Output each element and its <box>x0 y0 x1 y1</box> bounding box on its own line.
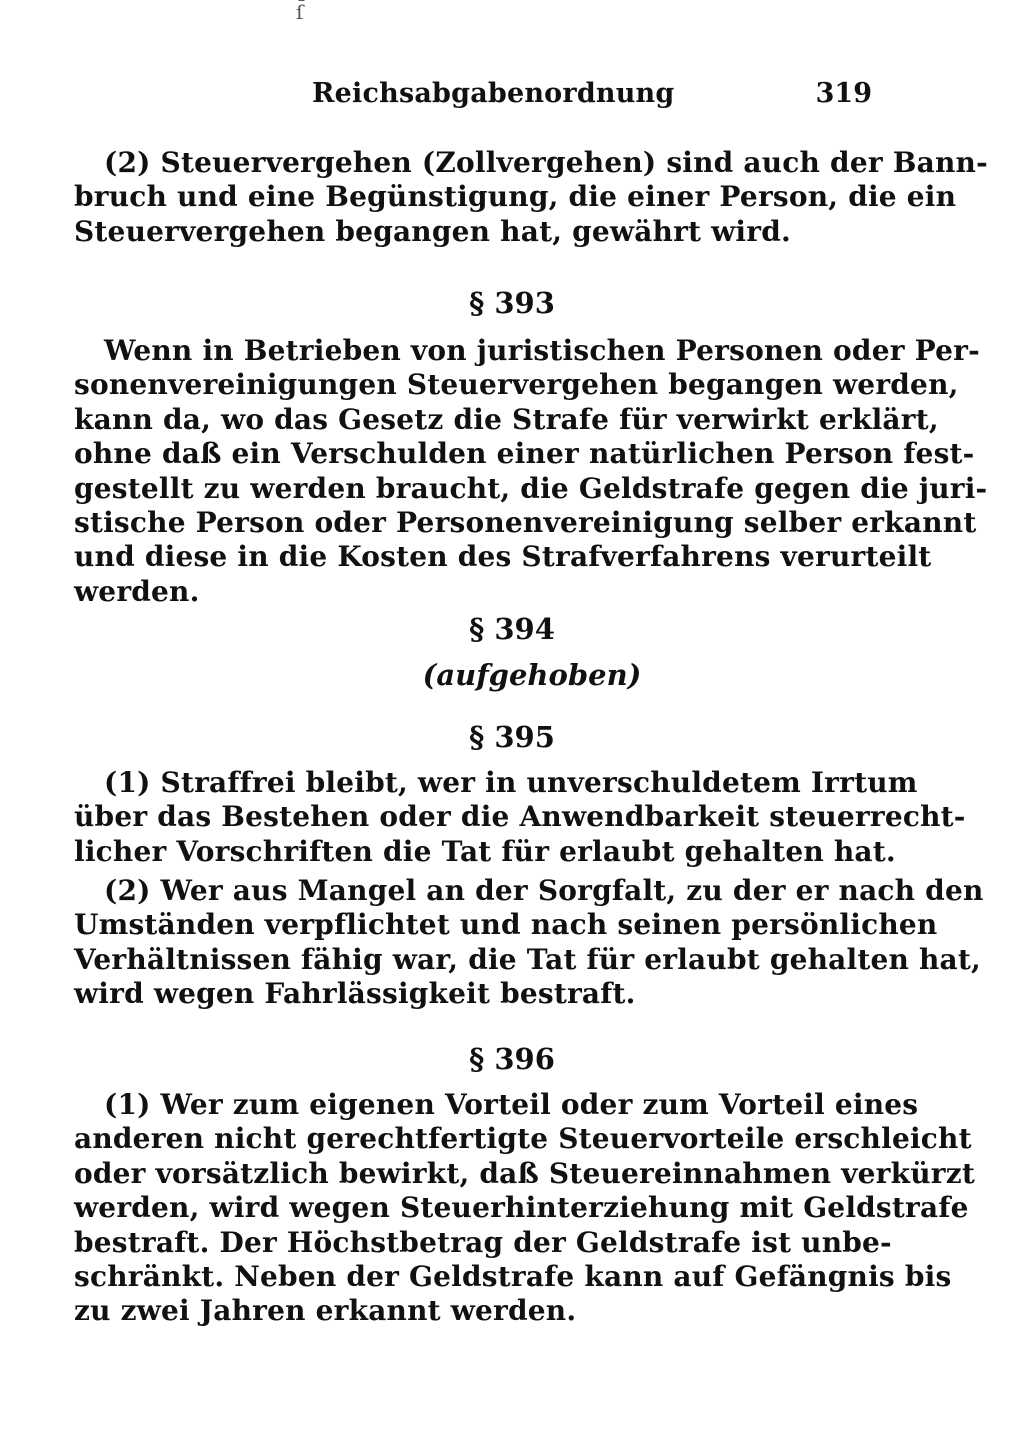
text-line: anderen nicht gerechtfertigte Steuervorteile erschleicht <box>74 1122 972 1156</box>
text-line: wird wegen Fahrlässigkeit bestraft. <box>74 977 636 1011</box>
text-line: ohne daß ein Verschulden einer natürlichen Person fest- <box>74 437 975 471</box>
text-line: (2) Steuervergehen (Zollvergehen) sind auch der Bann- <box>104 146 988 179</box>
text-line: werden, wird wegen Steuerhinterziehung mit Geldstrafe <box>74 1191 969 1225</box>
running-title: Reichsabgabenordnung <box>312 78 675 109</box>
text-line: oder vorsätzlich bewirkt, daß Steuereinnahmen verkürzt <box>74 1156 975 1190</box>
corner-mark: ſ̄ <box>296 0 304 24</box>
text-line: bruch und eine Begünstigung, die einer Person, die ein <box>74 180 957 214</box>
section-heading-395: § 395 <box>469 720 555 754</box>
running-header <box>312 78 872 116</box>
text-line: licher Vorschriften die Tat für erlaubt gehalten hat. <box>74 834 896 868</box>
text-line: sonenvereinigungen Steuervergehen begangen werden, <box>74 368 959 402</box>
section-heading-393: § 393 <box>469 286 555 320</box>
text-line: Umständen verpflichtet und nach seinen persönlichen <box>74 908 938 942</box>
repealed-note: (aufgehoben) <box>422 658 642 692</box>
paragraph-393 <box>74 334 988 609</box>
paragraph-395-1 <box>74 766 966 869</box>
text-line: Verhältnissen fähig war, die Tat für erlaubt gehalten hat, <box>74 942 981 976</box>
text-line: stische Person oder Personenvereinigung selber erkannt <box>74 506 977 540</box>
text-line: schränkt. Neben der Geldstrafe kann auf Gefängnis bis <box>74 1260 952 1294</box>
text-line: und diese in die Kosten des Strafverfahrens verurteilt <box>74 540 932 574</box>
text-line: über das Bestehen oder die Anwendbarkeit steuerrecht- <box>74 800 966 834</box>
page-number: 319 <box>815 78 872 109</box>
text-line: Wenn in Betrieben von juristischen Personen oder Per- <box>104 334 980 367</box>
text-line: Steuervergehen begangen hat, gewährt wird. <box>74 214 791 248</box>
text-line: (2) Wer aus Mangel an der Sorgfalt, zu der er nach den <box>104 874 984 907</box>
paragraph-395-2 <box>74 874 984 1012</box>
text-line: zu zwei Jahren erkannt werden. <box>74 1294 577 1328</box>
text-line: kann da, wo das Gesetz die Strafe für verwirkt erklärt, <box>74 402 939 436</box>
text-line: gestellt zu werden braucht, die Geldstrafe gegen die juri- <box>74 471 988 505</box>
text-line: (1) Wer zum eigenen Vorteil oder zum Vorteil eines <box>104 1088 919 1121</box>
paragraph-396-1 <box>74 1088 975 1329</box>
paragraph-392-2 <box>74 146 988 249</box>
section-heading-396: § 396 <box>469 1042 555 1076</box>
text-line: bestraft. Der Höchstbetrag der Geldstrafe ist unbe- <box>74 1225 892 1259</box>
text-line: werden. <box>74 574 200 608</box>
text-line: (1) Straffrei bleibt, wer in unverschuldetem Irrtum <box>104 766 918 799</box>
section-heading-394: § 394 <box>469 612 555 646</box>
